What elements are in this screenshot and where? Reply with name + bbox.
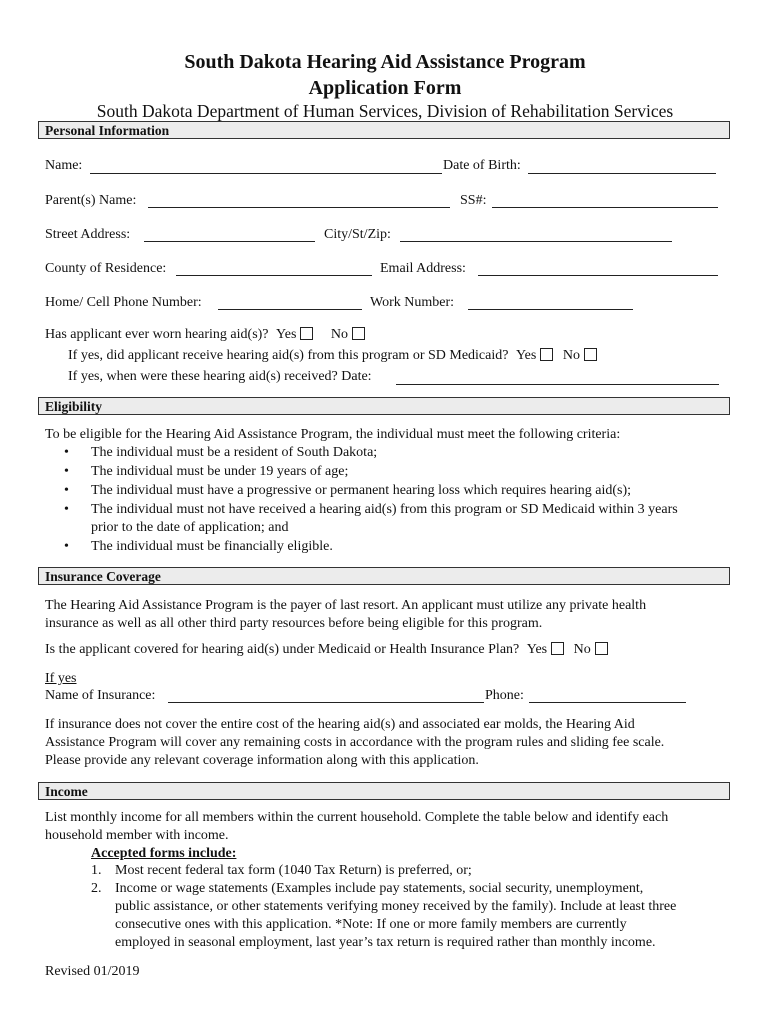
home-cell-phone-field[interactable]: [218, 309, 362, 310]
income-paragraph-line: household member with income.: [45, 828, 229, 843]
insurance-paragraph-line: insurance as well as all other third party resources before being eligible for this program.: [45, 616, 543, 631]
section-personal-information: [38, 121, 730, 139]
parents-name-field[interactable]: [148, 207, 450, 208]
section-eligibility: [38, 397, 730, 415]
form-subtitle: South Dakota Department of Human Services, Division of Rehabilitation Services: [96, 101, 674, 121]
dob-field[interactable]: [528, 173, 716, 174]
insurance-paragraph-line: If insurance does not cover the entire cost of the hearing aid(s) and associated ear molds, the Hearing Aid: [45, 717, 635, 732]
question-text: Is the applicant covered for hearing aid(s) under Medicaid or Health Insurance Plan?: [45, 642, 520, 657]
accepted-form-item: Income or wage statements (Examples include pay statements, social security, unemployment,: [115, 881, 644, 896]
work-number-field[interactable]: [468, 309, 633, 310]
work-number-label: Work Number:: [370, 295, 455, 310]
accepted-form-item-continued: public assistance, or other statements verifying money received by the family). Include at least three: [115, 899, 677, 914]
accepted-form-item-continued: employed in seasonal employment, last year’s tax return is required rather than monthly income.: [115, 935, 656, 950]
bullet-icon: •: [64, 483, 69, 498]
county-field[interactable]: [176, 275, 372, 276]
section-income: [38, 782, 730, 800]
city-st-zip-label: City/St/Zip:: [324, 227, 391, 242]
insurance-name-label: Name of Insurance:: [45, 688, 156, 703]
dob-label: Date of Birth:: [443, 158, 521, 173]
email-field[interactable]: [478, 275, 718, 276]
insurance-phone-label: Phone:: [485, 688, 524, 703]
bullet-icon: •: [64, 464, 69, 479]
received-yes-checkbox[interactable]: [540, 348, 553, 361]
email-label: Email Address:: [380, 261, 466, 276]
accepted-forms-heading: Accepted forms include:: [91, 846, 237, 861]
section-title: Income: [45, 784, 88, 799]
list-number: 1.: [91, 863, 102, 878]
ssn-label: SS#:: [460, 193, 487, 208]
county-label: County of Residence:: [45, 261, 167, 276]
eligibility-intro: To be eligible for the Hearing Aid Assistance Program, the individual must meet the following criteria:: [45, 427, 621, 442]
question-text: Has applicant ever worn hearing aid(s)?: [45, 327, 269, 342]
street-address-field[interactable]: [144, 241, 315, 242]
question-text: If yes, did applicant receive hearing aid(s) from this program or SD Medicaid?: [68, 348, 509, 363]
bullet-icon: •: [64, 539, 69, 554]
criterion-item: The individual must have a progressive or permanent hearing loss which requires hearing aid(s);: [91, 483, 632, 498]
accepted-form-item-continued: consecutive ones with this application. *Note: If one or more family members are currently: [115, 917, 627, 932]
no-label: No: [330, 327, 349, 342]
bullet-icon: •: [64, 502, 69, 517]
insurance-phone-field[interactable]: [529, 702, 686, 703]
received-hearing-aid-question: [68, 347, 597, 364]
worn-no-checkbox[interactable]: [352, 327, 365, 340]
insurance-paragraph-line: Please provide any relevant coverage information along with this application.: [45, 753, 479, 768]
section-title: Insurance Coverage: [45, 569, 161, 584]
received-date-field[interactable]: [396, 384, 719, 385]
no-label: No: [573, 642, 591, 657]
worn-yes-checkbox[interactable]: [300, 327, 313, 340]
received-date-label: If yes, when were these hearing aid(s) received? Date:: [68, 369, 372, 384]
form-title-line1: South Dakota Hearing Aid Assistance Program: [184, 51, 586, 73]
form-title-line2: Application Form: [308, 77, 462, 99]
insurance-paragraph-line: Assistance Program will cover any remaining costs in accordance with the program rules and sliding fee scale.: [45, 735, 665, 750]
name-field[interactable]: [90, 173, 442, 174]
no-label: No: [562, 348, 580, 363]
criterion-item: The individual must be a resident of South Dakota;: [91, 445, 378, 460]
home-cell-phone-label: Home/ Cell Phone Number:: [45, 295, 202, 310]
yes-label: Yes: [515, 348, 537, 363]
parents-name-label: Parent(s) Name:: [45, 193, 137, 208]
yes-label: Yes: [276, 327, 297, 342]
section-title: Eligibility: [45, 399, 103, 414]
section-insurance-coverage: [38, 567, 730, 585]
yes-label: Yes: [526, 642, 548, 657]
list-number: 2.: [91, 881, 102, 896]
accepted-form-item: Most recent federal tax form (1040 Tax Return) is preferred, or;: [115, 863, 472, 878]
criterion-item: The individual must not have received a hearing aid(s) from this program or SD Medicaid within 3 years: [91, 502, 678, 517]
name-label: Name:: [45, 158, 83, 173]
revised-date: Revised 01/2019: [45, 964, 140, 979]
criterion-item: The individual must be financially eligible.: [91, 539, 333, 554]
covered-yes-checkbox[interactable]: [551, 642, 564, 655]
section-title: Personal Information: [45, 123, 170, 138]
criterion-item-continued: prior to the date of application; and: [91, 520, 289, 535]
insurance-covered-question: [45, 641, 608, 658]
covered-no-checkbox[interactable]: [595, 642, 608, 655]
insurance-name-field[interactable]: [168, 702, 484, 703]
ssn-field[interactable]: [492, 207, 718, 208]
city-st-zip-field[interactable]: [400, 241, 672, 242]
income-paragraph-line: List monthly income for all members within the current household. Complete the table below and identify each: [45, 810, 669, 825]
insurance-paragraph-line: The Hearing Aid Assistance Program is the payer of last resort. An applicant must utilize any private health: [45, 598, 647, 613]
street-address-label: Street Address:: [45, 227, 131, 242]
if-yes-label: If yes: [45, 671, 77, 686]
bullet-icon: •: [64, 445, 69, 460]
received-no-checkbox[interactable]: [584, 348, 597, 361]
worn-hearing-aid-question: [45, 326, 365, 343]
criterion-item: The individual must be under 19 years of age;: [91, 464, 349, 479]
